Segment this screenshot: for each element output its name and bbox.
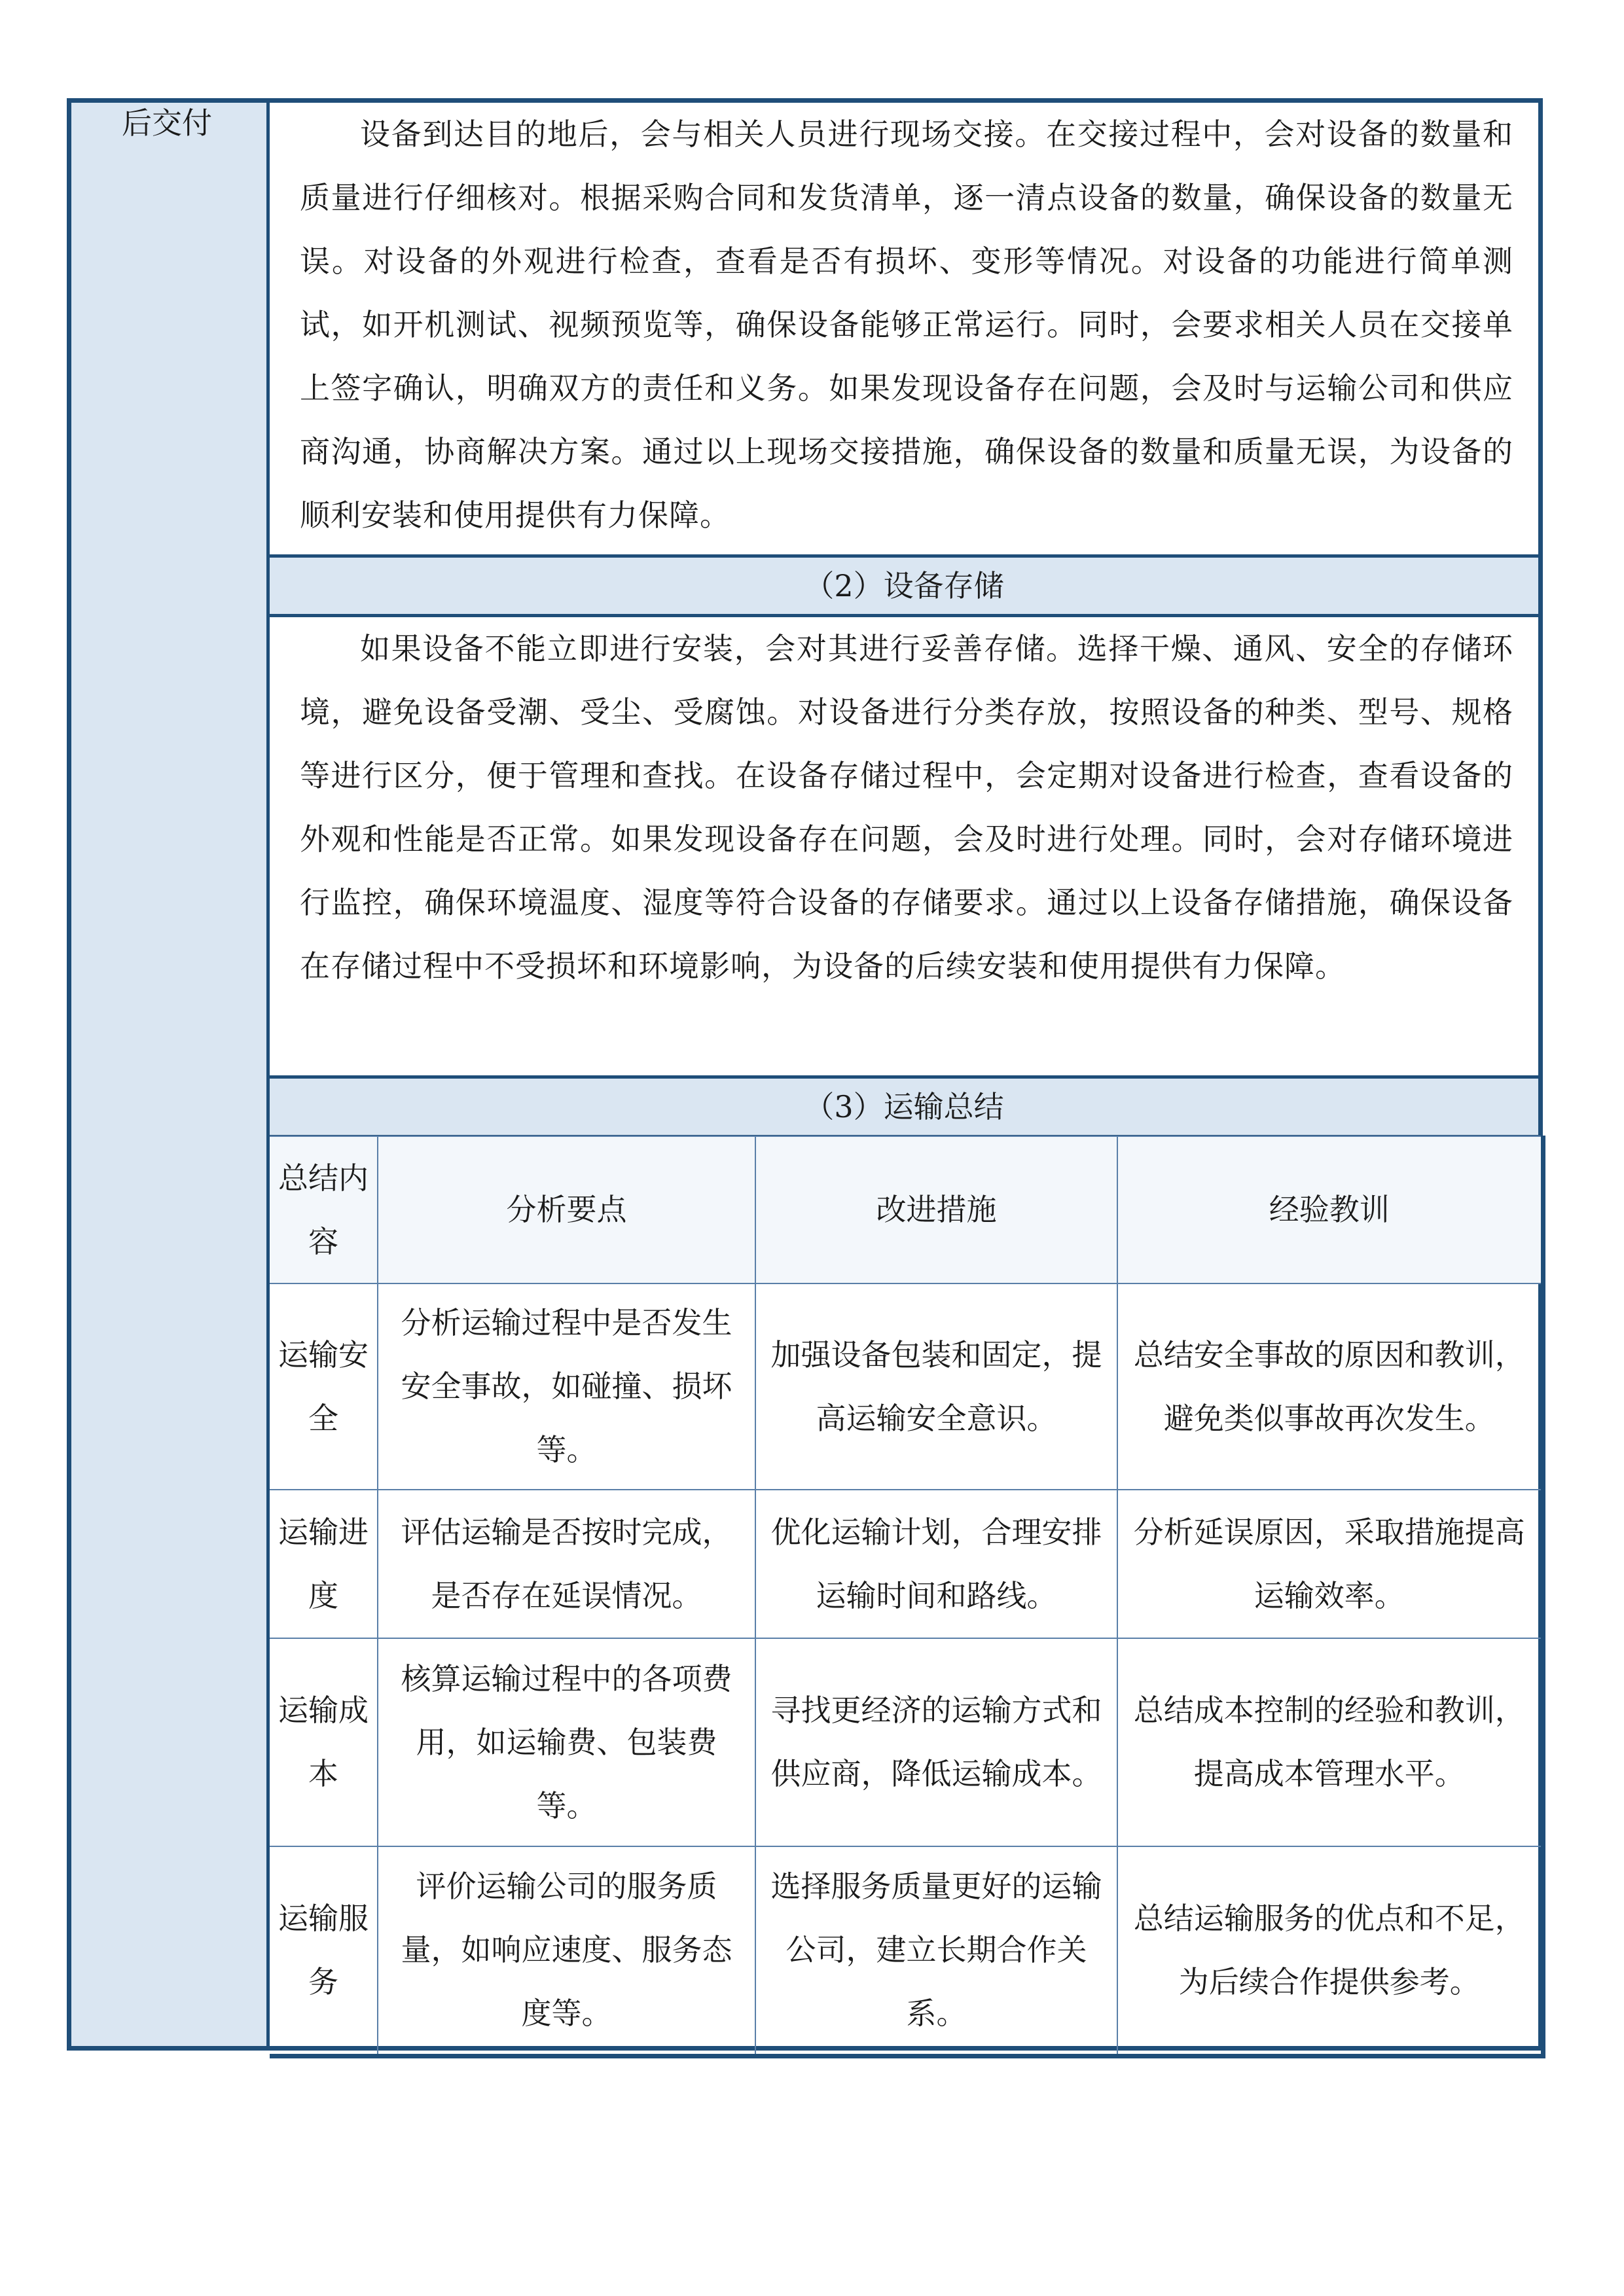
row-improvement: 加强设备包装和固定，提高运输安全意识。 [755, 1283, 1117, 1490]
header-improvement-measures: 改进措施 [755, 1136, 1117, 1283]
transport-summary-table [270, 1136, 1545, 2058]
row-lesson: 总结运输服务的优点和不足，为后续合作提供参考。 [1117, 1846, 1543, 2056]
table-row [270, 1490, 1543, 1638]
row-lesson: 总结安全事故的原因和教训，避免类似事故再次发生。 [1117, 1283, 1543, 1490]
row-lesson: 总结成本控制的经验和教训，提高成本管理水平。 [1117, 1638, 1543, 1846]
row-category: 运输安全 [270, 1283, 378, 1490]
section2-header: （2）设备存储 [270, 554, 1543, 617]
table-row [270, 1638, 1543, 1846]
table-row [270, 1283, 1543, 1490]
row-lesson: 分析延误原因，采取措施提高运输效率。 [1117, 1490, 1543, 1638]
header-summary-content: 总结内容 [270, 1136, 378, 1283]
table-header-row [270, 1136, 1543, 1283]
section2-block [270, 617, 1543, 1075]
row-category: 运输进度 [270, 1490, 378, 1638]
row-analysis: 分析运输过程中是否发生安全事故，如碰撞、损坏等。 [378, 1283, 755, 1490]
row-analysis: 核算运输过程中的各项费用，如运输费、包装费等。 [378, 1638, 755, 1846]
row-category: 运输成本 [270, 1638, 378, 1846]
row-analysis: 评价运输公司的服务质量，如响应速度、服务态度等。 [378, 1846, 755, 2056]
table-row [270, 1846, 1543, 2056]
section3-header: （3）运输总结 [270, 1075, 1543, 1138]
header-analysis-points: 分析要点 [378, 1136, 755, 1283]
left-column-label: 后交付 [122, 105, 212, 141]
row-category: 运输服务 [270, 1846, 378, 2056]
row-improvement: 选择服务质量更好的运输公司，建立长期合作关系。 [755, 1846, 1117, 2056]
row-analysis: 评估运输是否按时完成，是否存在延误情况。 [378, 1490, 755, 1638]
header-lessons-learned: 经验教训 [1117, 1136, 1543, 1283]
row-improvement: 寻找更经济的运输方式和供应商，降低运输成本。 [755, 1638, 1117, 1846]
row-improvement: 优化运输计划，合理安排运输时间和路线。 [755, 1490, 1117, 1638]
section1-block [270, 103, 1543, 553]
left-column [67, 98, 270, 2051]
section1-paragraph: 设备到达目的地后，会与相关人员进行现场交接。在交接过程中，会对设备的数量和质量进行仔细核对。根据采购合同和发货清单，逐一清点设备的数量，确保设备的数量无误。对设备的外观进行检查，查看是否有损坏、变形等情况。对设备的功能进行简单测试，如开机测试、视频预览等，确保设备能够正常运行。同时，会要求相关人员在交接单上签字确认，明确双方的责任和义务。如果发现设备存在问题，会及时与运输公司和供应商沟通，协商解决方案。通过以上现场交接措施，确保设备的数量和质量无误，为设备的顺利安装和使用提供有力保障。 [300, 117, 1513, 533]
section2-paragraph: 如果设备不能立即进行安装，会对其进行妥善存储。选择干燥、通风、安全的存储环境，避免设备受潮、受尘、受腐蚀。对设备进行分类存放，按照设备的种类、型号、规格等进行区分，便于管理和查找。在设备存储过程中，会定期对设备进行检查，查看设备的外观和性能是否正常。如果发现设备存在问题，会及时进行处理。同时，会对存储环境进行监控，确保环境温度、湿度等符合设备的存储要求。通过以上设备存储措施，确保设备在存储过程中不受损坏和环境影响，为设备的后续安装和使用提供有力保障。 [300, 631, 1513, 984]
